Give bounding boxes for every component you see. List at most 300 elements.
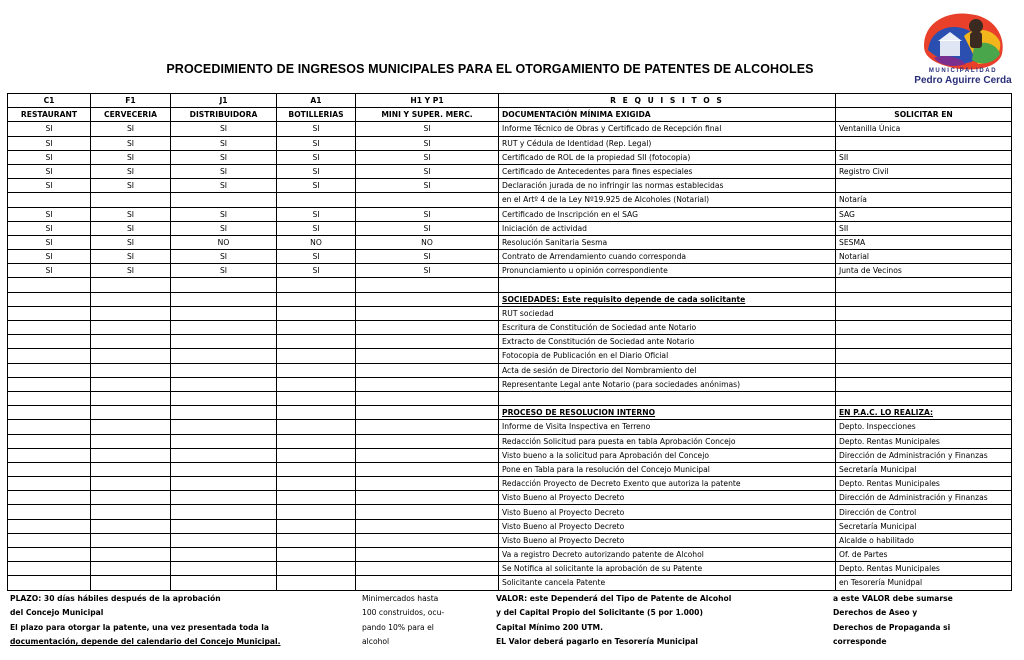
table-cell — [91, 306, 171, 320]
table-cell: Depto. Rentas Municipales — [836, 562, 1012, 576]
table-row — [8, 420, 1012, 434]
table-cell — [356, 391, 499, 405]
table-cell: SI — [91, 264, 171, 278]
table-row — [8, 164, 1012, 178]
table-cell: Certificado de Inscripción en el SAG — [499, 207, 836, 221]
table-cell — [91, 533, 171, 547]
table-cell: Informe Técnico de Obras y Certificado de Recepción final — [499, 122, 836, 136]
table-cell: EN P.A.C. LO REALIZA: — [836, 406, 1012, 420]
table-cell — [836, 363, 1012, 377]
table-cell: SI — [277, 122, 356, 136]
table-cell — [8, 377, 91, 391]
table-cell: SI — [8, 221, 91, 235]
table-cell: Informe de Visita Inspectiva en Terreno — [499, 420, 836, 434]
header-cell: R E Q U I S I T O S — [499, 94, 836, 108]
table-cell — [171, 278, 277, 292]
table-cell: SI — [91, 164, 171, 178]
table-row — [8, 264, 1012, 278]
table-cell — [8, 519, 91, 533]
table-cell: en el Artº 4 de la Ley Nº19.925 de Alcoholes (Notarial) — [499, 193, 836, 207]
table-row — [8, 533, 1012, 547]
table-cell — [356, 576, 499, 590]
table-cell — [91, 519, 171, 533]
table-cell — [277, 335, 356, 349]
table-row — [8, 335, 1012, 349]
table-row — [8, 278, 1012, 292]
header-cell — [836, 94, 1012, 108]
table-cell: RUT y Cédula de Identidad (Rep. Legal) — [499, 136, 836, 150]
table-cell: SI — [8, 164, 91, 178]
table-cell — [171, 377, 277, 391]
requirements-table — [7, 93, 1012, 591]
table-cell — [277, 278, 356, 292]
page-title: PROCEDIMIENTO DE INGRESOS MUNICIPALES PARA EL OTORGAMIENTO DE PATENTES DE ALCOHOLES — [166, 62, 814, 76]
table-cell — [277, 420, 356, 434]
footer-line: EL Valor deberá pagarlo en Tesorería Municipal — [496, 637, 698, 647]
table-cell: SI — [171, 264, 277, 278]
logo-label-line2: Pedro Aguirre Cerda — [914, 75, 1012, 86]
header-codes-row — [8, 94, 1012, 108]
table-cell: SI — [91, 250, 171, 264]
table-cell — [356, 420, 499, 434]
table-cell: NO — [171, 235, 277, 249]
table-cell — [8, 363, 91, 377]
table-cell: Pronunciamiento u opinión correspondiente — [499, 264, 836, 278]
table-cell — [356, 278, 499, 292]
table-cell — [277, 448, 356, 462]
table-cell: Acta de sesión de Directorio del Nombramiento del — [499, 363, 836, 377]
table-cell: NO — [277, 235, 356, 249]
table-cell — [277, 477, 356, 491]
table-row — [8, 548, 1012, 562]
table-cell — [8, 391, 91, 405]
table-cell: SI — [91, 122, 171, 136]
table-cell: Depto. Rentas Municipales — [836, 434, 1012, 448]
table-cell — [356, 434, 499, 448]
header-cell: CERVECERIA — [91, 108, 171, 122]
table-body — [8, 94, 1012, 591]
table-cell — [277, 462, 356, 476]
table-row — [8, 491, 1012, 505]
table-cell — [277, 519, 356, 533]
table-row — [8, 321, 1012, 335]
table-cell — [8, 335, 91, 349]
table-cell: Ventanilla Única — [836, 122, 1012, 136]
table-row — [8, 179, 1012, 193]
table-cell — [277, 406, 356, 420]
table-cell — [171, 292, 277, 306]
table-row — [8, 519, 1012, 533]
table-cell: Notaría — [836, 193, 1012, 207]
table-cell: Visto Bueno al Proyecto Decreto — [499, 519, 836, 533]
table-cell: SESMA — [836, 235, 1012, 249]
table-cell — [91, 562, 171, 576]
table-cell — [356, 462, 499, 476]
header-cell: DOCUMENTACIÓN MÍNIMA EXIGIDA — [499, 108, 836, 122]
table-cell — [8, 278, 91, 292]
table-cell: SI — [8, 207, 91, 221]
table-cell — [836, 349, 1012, 363]
table-cell — [8, 420, 91, 434]
table-cell — [8, 462, 91, 476]
table-cell — [171, 406, 277, 420]
table-cell: SI — [277, 207, 356, 221]
table-cell — [91, 505, 171, 519]
table-cell: SI — [277, 150, 356, 164]
header-cell: A1 — [277, 94, 356, 108]
table-cell: Secretaría Municipal — [836, 462, 1012, 476]
table-cell — [277, 562, 356, 576]
table-cell — [91, 193, 171, 207]
table-cell: Dirección de Administración y Finanzas — [836, 491, 1012, 505]
table-cell: SI — [356, 136, 499, 150]
table-cell: PROCESO DE RESOLUCION INTERNO — [499, 406, 836, 420]
table-cell: Depto. Rentas Municipales — [836, 477, 1012, 491]
table-cell — [277, 576, 356, 590]
table-cell: Depto. Inspecciones — [836, 420, 1012, 434]
table-cell — [91, 434, 171, 448]
table-row — [8, 377, 1012, 391]
table-cell — [8, 321, 91, 335]
table-cell: SI — [171, 150, 277, 164]
table-cell — [356, 533, 499, 547]
table-cell: SI — [277, 136, 356, 150]
table-cell: SI — [8, 264, 91, 278]
table-cell — [171, 193, 277, 207]
table-cell — [171, 576, 277, 590]
table-cell — [8, 491, 91, 505]
table-cell: SI — [91, 235, 171, 249]
table-cell — [171, 548, 277, 562]
table-cell — [91, 477, 171, 491]
table-cell — [277, 306, 356, 320]
table-cell — [277, 292, 356, 306]
table-cell: SI — [171, 122, 277, 136]
table-cell: NO — [356, 235, 499, 249]
table-cell: Secretaría Municipal — [836, 519, 1012, 533]
table-cell — [836, 377, 1012, 391]
table-cell — [356, 477, 499, 491]
table-row — [8, 221, 1012, 235]
table-cell — [836, 321, 1012, 335]
table-row — [8, 150, 1012, 164]
table-cell — [8, 349, 91, 363]
table-cell: SOCIEDADES: Este requisito depende de cada solicitante — [499, 292, 836, 306]
table-cell — [277, 505, 356, 519]
table-cell — [8, 292, 91, 306]
header-cell: SOLICITAR EN — [836, 108, 1012, 122]
table-cell — [171, 391, 277, 405]
table-row — [8, 250, 1012, 264]
table-cell: SI — [277, 250, 356, 264]
table-cell: SI — [91, 136, 171, 150]
plazo-note — [10, 592, 281, 650]
table-row — [8, 292, 1012, 306]
header-cell: DISTRIBUIDORA — [171, 108, 277, 122]
table-cell: SI — [356, 179, 499, 193]
table-row — [8, 363, 1012, 377]
table-cell: SI — [91, 207, 171, 221]
table-cell — [356, 321, 499, 335]
table-cell: Visto Bueno al Proyecto Decreto — [499, 533, 836, 547]
table-cell: Alcalde o habilitado — [836, 533, 1012, 547]
table-cell — [8, 533, 91, 547]
footer-line: El plazo para otorgar la patente, una vez presentada toda la — [10, 622, 270, 632]
municipality-logo — [914, 6, 1012, 86]
table-cell — [171, 363, 277, 377]
table-cell — [8, 548, 91, 562]
table-cell: SI — [171, 164, 277, 178]
table-cell: SI — [356, 164, 499, 178]
table-cell: SI — [8, 150, 91, 164]
table-cell — [836, 136, 1012, 150]
table-cell: SI — [8, 250, 91, 264]
table-cell — [8, 576, 91, 590]
table-cell: Notarial — [836, 250, 1012, 264]
footer-line: PLAZO: 30 días hábiles después de la aprobación — [10, 594, 221, 603]
table-cell — [277, 491, 356, 505]
table-cell: Of. de Partes — [836, 548, 1012, 562]
table-cell: SI — [277, 264, 356, 278]
table-cell — [356, 448, 499, 462]
table-cell — [171, 562, 277, 576]
footer-line: a este VALOR debe sumarse — [833, 594, 953, 603]
minimercados-note — [362, 592, 444, 650]
table-cell: Registro Civil — [836, 164, 1012, 178]
table-row — [8, 406, 1012, 420]
table-cell — [356, 349, 499, 363]
table-cell — [91, 576, 171, 590]
table-cell: SI — [91, 150, 171, 164]
table-cell — [277, 193, 356, 207]
table-cell — [91, 335, 171, 349]
table-cell: Dirección de Administración y Finanzas — [836, 448, 1012, 462]
table-cell: RUT sociedad — [499, 306, 836, 320]
table-cell — [356, 562, 499, 576]
table-cell: SI — [277, 179, 356, 193]
footer-line: y del Capital Propio del Solicitante (5 por 1.000) — [496, 608, 703, 618]
footer-line: pando 10% para el — [362, 622, 434, 632]
table-cell: SI — [277, 164, 356, 178]
header-cell: C1 — [8, 94, 91, 108]
table-cell — [277, 377, 356, 391]
table-cell — [91, 448, 171, 462]
table-cell — [277, 533, 356, 547]
table-cell — [836, 278, 1012, 292]
table-cell — [356, 193, 499, 207]
table-cell — [171, 477, 277, 491]
footer-line: documentación, depende del calendario del Concejo Municipal. — [10, 637, 281, 647]
footer-line: 100 construidos, ocu- — [362, 608, 445, 618]
valor-note — [496, 592, 731, 650]
sumar-note — [833, 592, 953, 650]
table-cell: SI — [8, 179, 91, 193]
table-cell: Extracto de Constitución de Sociedad ante Notario — [499, 335, 836, 349]
table-cell — [8, 562, 91, 576]
table-cell — [171, 491, 277, 505]
table-cell: Pone en Tabla para la resolución del Concejo Municipal — [499, 462, 836, 476]
table-cell — [91, 321, 171, 335]
header-cell: F1 — [91, 94, 171, 108]
table-cell — [91, 292, 171, 306]
footer-line: alcohol — [362, 637, 390, 647]
table-row — [8, 391, 1012, 405]
table-cell: SI — [171, 250, 277, 264]
table-cell — [356, 406, 499, 420]
table-cell — [356, 335, 499, 349]
table-cell: Dirección de Control — [836, 505, 1012, 519]
table-cell — [91, 406, 171, 420]
footer-line: Derechos de Propaganda si — [833, 622, 951, 632]
table-cell: Se Notifica al solicitante la aprobación de su Patente — [499, 562, 836, 576]
table-row — [8, 448, 1012, 462]
table-row — [8, 349, 1012, 363]
table-cell — [277, 391, 356, 405]
table-cell: SI — [171, 136, 277, 150]
table-cell — [356, 519, 499, 533]
table-cell — [171, 505, 277, 519]
table-cell: SII — [836, 150, 1012, 164]
footer-line: VALOR: este Dependerá del Tipo de Patente de Alcohol — [496, 594, 732, 603]
table-cell: Visto bueno a la solicitud para Aprobación del Concejo — [499, 448, 836, 462]
table-cell — [356, 505, 499, 519]
table-cell — [499, 391, 836, 405]
table-cell: SI — [171, 221, 277, 235]
table-cell — [8, 477, 91, 491]
table-cell — [91, 377, 171, 391]
table-row — [8, 193, 1012, 207]
table-row — [8, 505, 1012, 519]
table-cell: SI — [356, 221, 499, 235]
table-cell: Declaración jurada de no infringir las normas establecidas — [499, 179, 836, 193]
header-cell: MINI Y SUPER. MERC. — [356, 108, 499, 122]
table-cell — [356, 363, 499, 377]
table-cell: Iniciación de actividad — [499, 221, 836, 235]
table-cell — [836, 179, 1012, 193]
table-row — [8, 306, 1012, 320]
table-cell: SI — [91, 221, 171, 235]
table-row — [8, 207, 1012, 221]
table-cell — [171, 434, 277, 448]
table-cell — [91, 462, 171, 476]
table-cell — [91, 349, 171, 363]
header-cell: H1 Y P1 — [356, 94, 499, 108]
table-cell — [836, 292, 1012, 306]
table-cell — [356, 377, 499, 391]
table-cell: SI — [277, 221, 356, 235]
header-cell: BOTILLERIAS — [277, 108, 356, 122]
header-cell: J1 — [171, 94, 277, 108]
table-cell — [171, 349, 277, 363]
footer-line: Minimercados hasta — [362, 594, 439, 603]
table-cell — [91, 278, 171, 292]
table-cell — [8, 306, 91, 320]
table-cell: SI — [356, 250, 499, 264]
table-cell — [277, 349, 356, 363]
footer-line: del Concejo Municipal — [10, 608, 104, 618]
table-cell: Contrato de Arrendamiento cuando corresponda — [499, 250, 836, 264]
table-cell: Visto Bueno al Proyecto Decreto — [499, 505, 836, 519]
table-cell — [171, 462, 277, 476]
table-cell: SI — [171, 207, 277, 221]
table-cell: Va a registro Decreto autorizando patente de Alcohol — [499, 548, 836, 562]
table-cell: Resolución Sanitaria Sesma — [499, 235, 836, 249]
table-cell: Redacción Proyecto de Decreto Exento que autoriza la patente — [499, 477, 836, 491]
table-cell — [171, 420, 277, 434]
table-cell — [356, 491, 499, 505]
table-cell — [171, 321, 277, 335]
table-cell: SAG — [836, 207, 1012, 221]
table-cell — [171, 335, 277, 349]
table-row — [8, 576, 1012, 590]
table-cell — [277, 363, 356, 377]
table-cell: Redacción Solicitud para puesta en tabla Aprobación Concejo — [499, 434, 836, 448]
table-cell — [171, 519, 277, 533]
table-cell: Certificado de ROL de la propiedad SII (fotocopia) — [499, 150, 836, 164]
table-cell — [8, 406, 91, 420]
table-cell — [8, 434, 91, 448]
table-cell: SII — [836, 221, 1012, 235]
table-cell — [356, 548, 499, 562]
table-cell — [91, 420, 171, 434]
table-cell — [91, 491, 171, 505]
table-cell: SI — [356, 264, 499, 278]
table-cell: SI — [91, 179, 171, 193]
table-row — [8, 462, 1012, 476]
table-cell: SI — [8, 136, 91, 150]
table-cell: SI — [356, 150, 499, 164]
table-cell: Escritura de Constitución de Sociedad ante Notario — [499, 321, 836, 335]
table-cell: Fotocopia de Publicación en el Diario Oficial — [499, 349, 836, 363]
header-cell: RESTAURANT — [8, 108, 91, 122]
table-cell — [171, 448, 277, 462]
footer-line: corresponde — [833, 637, 887, 647]
table-row — [8, 477, 1012, 491]
table-cell: SI — [171, 179, 277, 193]
table-cell: SI — [356, 207, 499, 221]
table-cell — [171, 533, 277, 547]
table-cell: Visto Bueno al Proyecto Decreto — [499, 491, 836, 505]
table-cell — [91, 391, 171, 405]
table-cell — [8, 193, 91, 207]
table-row — [8, 434, 1012, 448]
table-cell: Solicitante cancela Patente — [499, 576, 836, 590]
table-cell: en Tesorería Munidpal — [836, 576, 1012, 590]
table-cell — [277, 548, 356, 562]
table-cell — [836, 335, 1012, 349]
table-cell: SI — [8, 122, 91, 136]
table-cell — [277, 434, 356, 448]
table-cell — [8, 448, 91, 462]
table-cell — [91, 363, 171, 377]
table-cell: SI — [8, 235, 91, 249]
table-cell — [91, 548, 171, 562]
logo-label-line1: MUNICIPALIDAD — [928, 68, 998, 74]
footer-line: Derechos de Aseo y — [833, 608, 918, 618]
table-row — [8, 562, 1012, 576]
table-cell: Certificado de Antecedentes para fines especiales — [499, 164, 836, 178]
table-row — [8, 122, 1012, 136]
table-cell — [836, 391, 1012, 405]
table-cell — [356, 292, 499, 306]
table-cell — [836, 306, 1012, 320]
footer-line: Capital Mínimo 200 UTM. — [496, 622, 603, 632]
table-cell — [499, 278, 836, 292]
table-row — [8, 136, 1012, 150]
table-cell: Representante Legal ante Notario (para sociedades anónimas) — [499, 377, 836, 391]
table-cell — [171, 306, 277, 320]
table-cell: Junta de Vecinos — [836, 264, 1012, 278]
